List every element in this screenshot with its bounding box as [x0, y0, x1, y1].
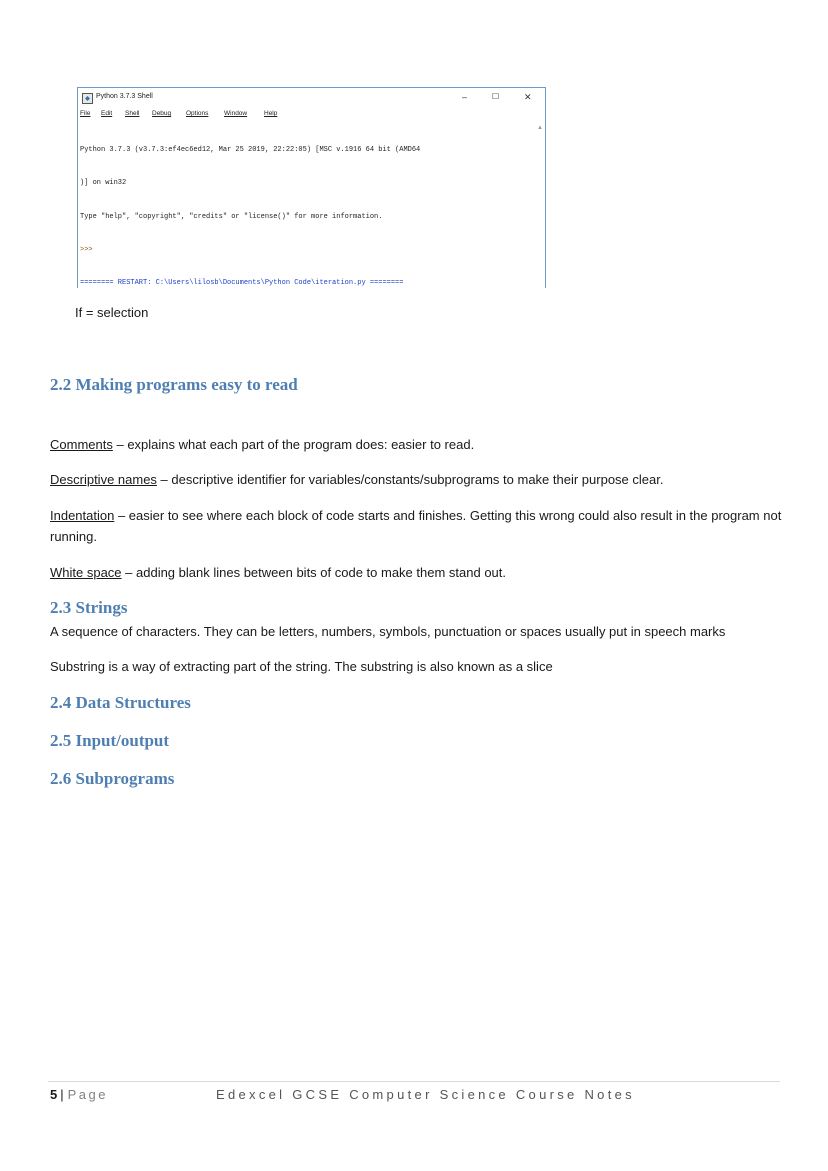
console-line: Type "help", "copyright", "credits" or "license()" for more information. [80, 212, 383, 221]
heading-2-3: 2.3 Strings [50, 598, 128, 617]
menu-help[interactable]: Help [264, 110, 278, 117]
close-icon[interactable]: ✕ [524, 92, 532, 102]
term: Indentation [50, 508, 115, 523]
definition-text: – explains what each part of the program does: easier to read. [112, 437, 475, 452]
python-app-icon [82, 93, 93, 104]
definition-comments [50, 434, 790, 455]
heading-2-6: 2.6 Subprograms [50, 769, 175, 788]
definition-text: – adding blank lines between bits of code to make them stand out. [121, 565, 507, 580]
definition-text: – easier to see where each block of code starts and finishes. Getting this wrong could also result in the program not running. [50, 508, 782, 544]
menu-shell[interactable]: Shell [125, 110, 140, 117]
shell-console[interactable] [79, 123, 545, 288]
definition-indentation [50, 505, 790, 547]
term: White space [50, 565, 122, 580]
minimize-icon[interactable]: – [462, 92, 468, 102]
footer-separator: | [60, 1087, 64, 1102]
term: Comments [50, 437, 113, 452]
console-line: Python 3.7.3 (v3.7.3:ef4ec6ed12, Mar 25 2019, 22:22:05) [MSC v.1916 64 bit (AMD64 [80, 146, 421, 155]
menu-debug[interactable]: Debug [152, 110, 172, 117]
menu-options[interactable]: Options [186, 110, 209, 117]
shell-menubar [78, 108, 545, 120]
footer-divider [48, 1081, 780, 1082]
substring-definition: Substring is a way of extracting part of the string. The substring is also known as a slice [50, 659, 553, 674]
menu-edit[interactable]: Edit [101, 110, 113, 117]
heading-2-4: 2.4 Data Structures [50, 693, 191, 712]
python-shell-window [77, 87, 546, 288]
console-line: ======== RESTART: C:\Users\lilosb\Documents\Python Code\iteration.py ======== [80, 279, 404, 288]
menu-window[interactable]: Window [224, 110, 248, 117]
footer-course-title: Edexcel GCSE Computer Science Course Notes [216, 1087, 635, 1102]
strings-definition: A sequence of characters. They can be letters, numbers, symbols, punctuation or spaces usually put in speech marks [50, 624, 726, 639]
definition-descriptive-names [50, 469, 790, 490]
heading-2-2: 2.2 Making programs easy to read [50, 375, 298, 394]
footer-page-number [50, 1087, 108, 1102]
term: Descriptive names [50, 472, 157, 487]
definition-text: – descriptive identifier for variables/constants/subprograms to make their purpose clear. [156, 472, 664, 487]
figure-caption: If = selection [75, 305, 149, 320]
page-label: Page [67, 1087, 108, 1102]
page-number: 5 [50, 1087, 58, 1102]
scroll-up-icon[interactable]: ▲ [537, 125, 543, 131]
definition-white-space [50, 562, 790, 583]
menu-file[interactable]: File [80, 110, 91, 117]
shell-title: Python 3.7.3 Shell [96, 93, 153, 100]
shell-titlebar [78, 88, 545, 108]
console-line: >>> [80, 246, 93, 255]
heading-2-5: 2.5 Input/output [50, 731, 170, 750]
console-line: )] on win32 [80, 179, 127, 188]
maximize-icon[interactable]: ☐ [492, 92, 500, 101]
